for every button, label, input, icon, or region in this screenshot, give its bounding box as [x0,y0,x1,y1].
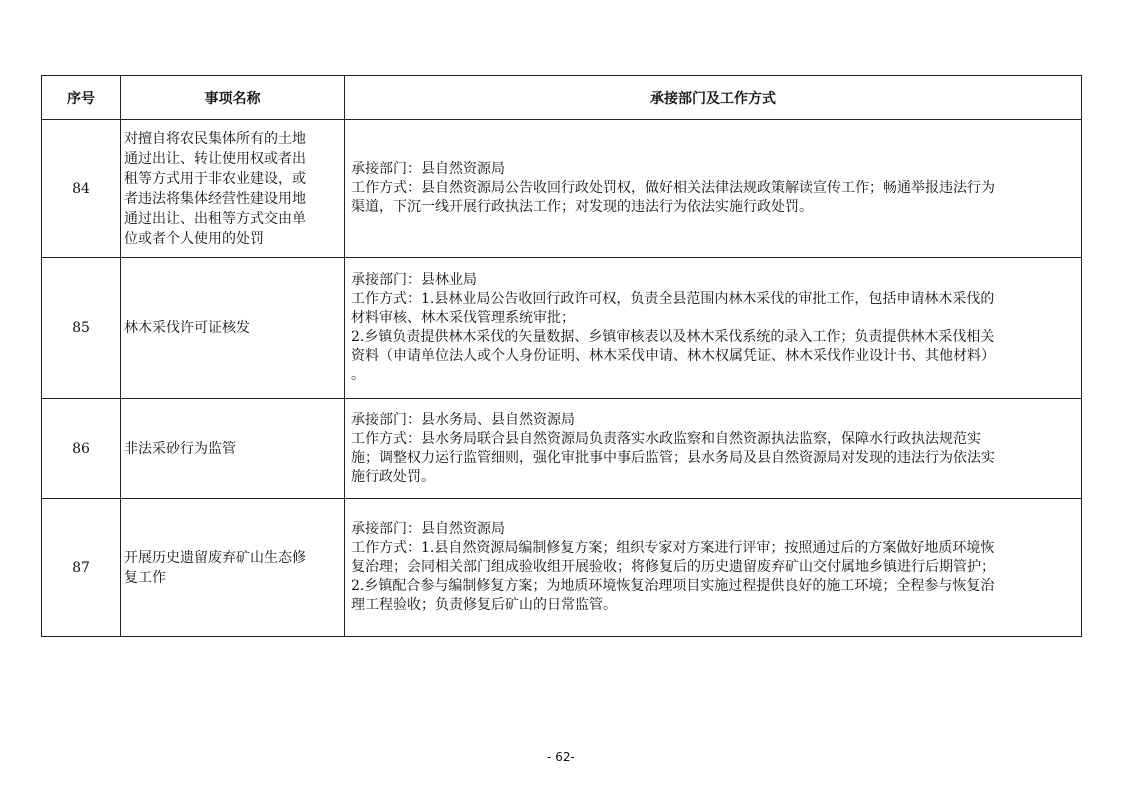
row-number: 85 [42,258,121,399]
dept-line: 承接部门：县水务局、县自然资源局 [351,411,575,428]
dept-line: 2.乡镇配合参与编制修复方案；为地质环境恢复治理项目实施过程提供良好的施工环境；全程参与恢复治 [351,578,995,594]
table-header [42,76,1082,120]
table-row [42,120,1082,258]
header-row [42,76,1082,120]
item-name-line: 租等方式用于非农业建设，或 [124,170,306,187]
dept-method [345,499,1082,637]
item-name-line: 开展历史遗留废弃矿山生态修 [124,549,306,566]
dept-line: 渠道，下沉一线开展行政执法工作；对发现的违法行为依法实施行政处罚。 [351,199,813,215]
dept-line: 材料审核、林木采伐管理系统审批； [351,310,575,326]
item-name-line: 林木采伐许可证核发 [124,320,250,336]
dept-line: 复治理；会同相关部门组成验收组开展验收；将修复后的历史遗留废弃矿山交付属地乡镇进行后期管护； [351,559,995,575]
dept-line: 工作方式：县自然资源局公告收回行政处罚权，做好相关法律法规政策解读宣传工作；畅通举报违法行为 [351,180,995,196]
dept-line: 工作方式：1.县林业局公告收回行政许可权，负责全县范围内林木采伐的审批工作，包括申请林木采伐的 [351,291,995,307]
page-number: - 62- [547,750,575,764]
row-number: 86 [42,399,121,499]
header-no: 序号 [42,76,121,120]
dept-line: 施行政处罚。 [351,468,435,485]
table-row [42,258,1082,399]
item-name-line: 非法采砂行为监管 [124,440,236,457]
dept-line: 承接部门：县自然资源局 [351,161,505,177]
item-name-line: 位或者个人使用的处罚 [124,230,264,247]
header-dept: 承接部门及工作方式 [345,76,1082,120]
table-row [42,399,1082,499]
dept-line: 承接部门：县林业局 [351,272,477,288]
dept-line: 资料（申请单位法人或个人身份证明、林木采伐申请、林木权属凭证、林木采伐作业设计书、其他材料） [351,348,995,364]
dept-method [345,399,1082,499]
dept-line: 2.乡镇负责提供林木采伐的矢量数据、乡镇审核表以及林木采伐系统的录入工作；负责提供林木采伐相关 [351,329,995,345]
dept-line: 。 [351,367,365,383]
item-name [121,258,345,399]
item-name-line: 通过出让、出租等方式交由单 [124,210,306,227]
dept-method [345,258,1082,399]
dept-line: 工作方式：1.县自然资源局编制修复方案；组织专家对方案进行评审；按照通过后的方案做好地质环境恢 [351,540,995,556]
item-name-line: 复工作 [124,569,166,586]
header-name: 事项名称 [121,76,345,120]
item-name [121,499,345,637]
dept-line: 理工程验收；负责修复后矿山的日常监管。 [351,597,617,613]
dept-line: 承接部门：县自然资源局 [351,521,505,537]
item-name-line: 对擅自将农民集体所有的土地 [124,130,306,147]
item-name-line: 通过出让、转让使用权或者出 [124,150,306,167]
item-name-line: 者违法将集体经营性建设用地 [124,190,306,207]
dept-line: 施；调整权力运行监管细则，强化审批事中事后监管；县水务局及县自然资源局对发现的违法行为依法实 [351,449,995,466]
table-row [42,499,1082,637]
dept-line: 工作方式：县水务局联合县自然资源局负责落实水政监察和自然资源执法监察，保障水行政执法规范实 [351,430,981,447]
dept-method [345,120,1082,258]
row-number: 84 [42,120,121,258]
items-table [41,75,1082,637]
item-name [121,399,345,499]
item-name [121,120,345,258]
row-number: 87 [42,499,121,637]
